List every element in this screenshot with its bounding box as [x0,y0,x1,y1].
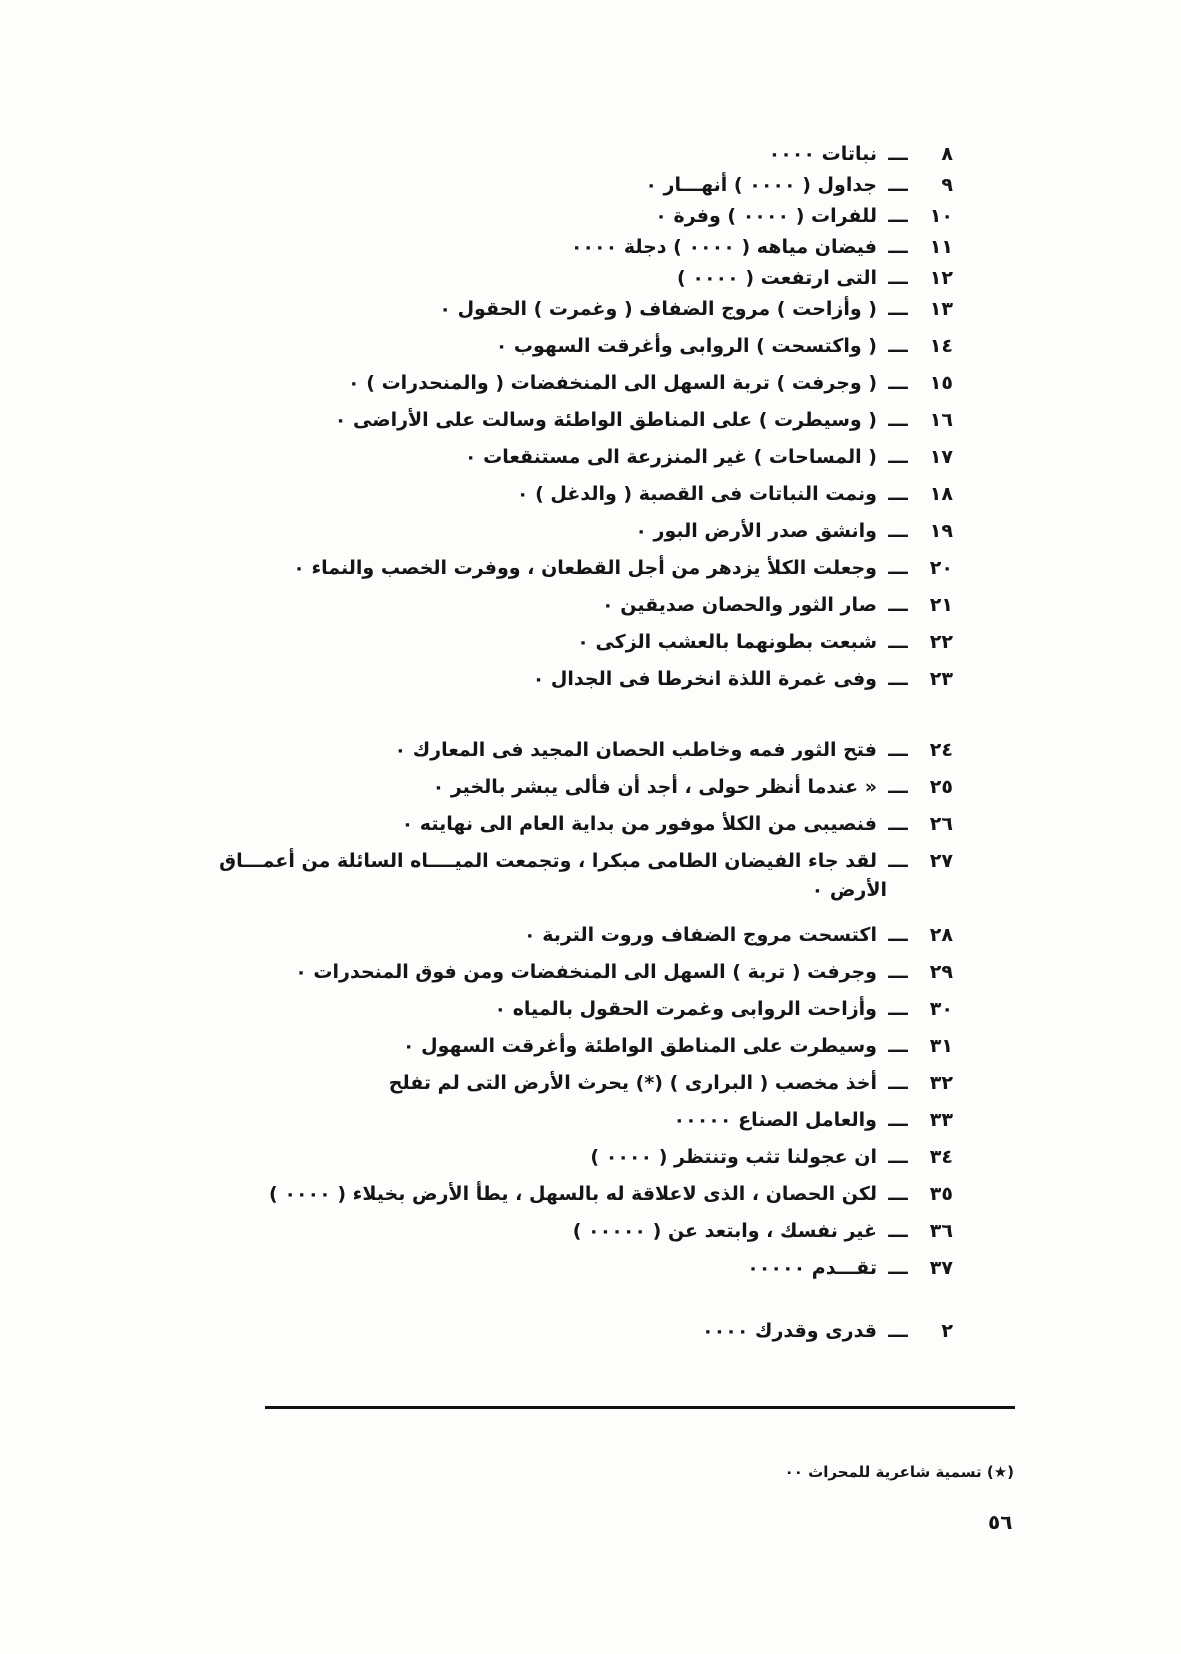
dash: ـــ [888,483,908,505]
line-text: نباتات ٠٠٠٠ [768,143,877,165]
verse-line-17 [465,444,953,470]
verse-line-15 [348,370,953,396]
line-number: ٢٨ [929,924,953,946]
line-number: ٢٤ [929,739,953,761]
line-text: لقد جاء الفيضان الطامى مبكرا ، وتجمعت الميــــاه السائلة من أعمـــاق [219,850,877,872]
verse-line-10 [655,203,953,229]
verse-line-32 [389,1070,953,1096]
dash: ـــ [888,1035,908,1057]
line-number: ١٦ [929,409,953,431]
verse-line-18 [517,481,953,507]
dash: ـــ [888,1109,908,1131]
dash: ـــ [888,267,908,289]
dash: ـــ [888,961,908,983]
line-number: ٣٦ [929,1220,953,1242]
verse-line-27-continuation: الأرض ٠ [811,879,887,901]
line-text: وانشق صدر الأرض البور ٠ [635,520,877,542]
dash: ـــ [888,1220,908,1242]
line-number: ٢٩ [929,961,953,983]
line-number: ٢٥ [929,776,953,798]
line-number: ٩ [941,174,953,196]
verse-line-2 [702,1318,953,1344]
verse-line-27 [219,848,953,874]
line-text: غير نفسك ، وابتعد عن ( ٠٠٠٠٠ ) [572,1220,877,1242]
line-text: وأزاحت الروابى وغمرت الحقول بالمياه ٠ [494,998,877,1020]
line-number: ٢١ [929,594,953,616]
line-text: أخذ مخصب ( البرارى ) (*) يحرث الأرض التى لم تفلح [388,1072,877,1094]
line-number: ٢ [941,1320,953,1342]
dash: ـــ [888,594,908,616]
verse-line-37 [747,1255,953,1281]
line-number: ٣٤ [929,1146,953,1168]
footnote-divider [265,1406,1015,1409]
dash: ـــ [888,631,908,653]
line-number: ١٥ [929,372,953,394]
verse-line-34 [590,1144,953,1170]
line-text: وجعلت الكلأ يزدهر من أجل القطعان ، ووفرت الخصب والنماء ٠ [293,557,877,579]
line-text: وفى غمرة اللذة انخرطا فى الجدال ٠ [532,668,877,690]
dash: ـــ [888,1320,908,1342]
line-text: وسيطرت على المناطق الواطئة وأغرقت السهول ٠ [402,1035,877,1057]
verse-line-26 [402,811,953,837]
line-text: ( وسيطرت ) على المناطق الواطئة وسالت على الأراضى ٠ [334,409,877,431]
dash: ـــ [888,174,908,196]
line-number: ٣١ [929,1035,953,1057]
dash: ـــ [888,668,908,690]
verse-line-33 [674,1107,954,1133]
verse-line-23 [533,666,953,692]
line-number: ٢٦ [929,813,953,835]
dash: ـــ [888,1146,908,1168]
line-number: ٣٣ [929,1109,953,1131]
dash: ـــ [888,143,908,165]
line-number: ١٧ [929,446,953,468]
line-text: ( المساحات ) غير المنزرعة الى مستنقعات ٠ [464,446,877,468]
verse-line-20 [293,555,953,581]
dash: ـــ [888,557,908,579]
verse-line-25 [433,774,953,800]
line-number: ٣٧ [929,1257,953,1279]
line-number: ١٨ [929,483,953,505]
verse-line-31 [403,1033,953,1059]
line-text: ان عجولنا تثب وتنتظر ( ٠٠٠٠ ) [590,1146,877,1168]
verse-line-8 [769,141,953,167]
dash: ـــ [888,409,908,431]
line-number: ٢٣ [929,668,953,690]
dash: ـــ [888,739,908,761]
verse-line-35 [269,1181,953,1207]
dash: ـــ [888,372,908,394]
line-text: والعامل الصناع ٠٠٠٠٠ [673,1109,877,1131]
page-number: ٥٦ [988,1510,1013,1534]
line-text: « عندما أنظر حولى ، أجد أن فألى يبشر بالخير ٠ [432,776,877,798]
line-text: قدرى وقدرك ٠٠٠٠ [702,1320,877,1342]
dash: ـــ [888,298,908,320]
line-number: ١٣ [929,298,953,320]
verse-line-22 [577,629,953,655]
dash: ـــ [888,335,908,357]
verse-line-12 [677,265,953,291]
line-text: للفرات ( ٠٠٠٠ ) وفرة ٠ [655,205,877,227]
verse-line-16 [335,407,953,433]
line-text: وجرفت ( تربة ) السهل الى المنخفضات ومن فوق المنحدرات ٠ [295,961,877,983]
verse-line-30 [494,996,953,1022]
line-number: ٨ [941,143,953,165]
verse-line-11 [571,234,953,260]
line-text: ( وجرفت ) تربة السهل الى المنخفضات ( والمنحدرات ) ٠ [348,372,877,394]
verse-line-14 [496,333,953,359]
line-number: ١٢ [929,267,953,289]
line-number: ١٩ [929,520,953,542]
line-number: ١٤ [929,335,953,357]
dash: ـــ [888,1072,908,1094]
verse-line-36 [573,1218,953,1244]
line-number: ٢٢ [929,631,953,653]
verse-line-13 [439,296,953,322]
dash: ـــ [888,850,908,872]
verse-line-21 [602,592,953,618]
dash: ـــ [888,776,908,798]
line-number: ٢٠ [929,557,953,579]
line-number: ٣٢ [929,1072,953,1094]
line-number: ٣٠ [929,998,953,1020]
line-text: صار الثور والحصان صديقين ٠ [602,594,877,616]
line-number: ٢٧ [929,850,953,872]
line-text: شبعت بطونهما بالعشب الزكى ٠ [577,631,877,653]
line-text: ونمت النباتات فى القصبة ( والدغل ) ٠ [516,483,877,505]
dash: ـــ [888,1257,908,1279]
line-text: جداول ( ٠٠٠٠ ) أنهـــار ٠ [645,174,877,196]
line-number: ١١ [929,236,953,258]
dash: ـــ [888,520,908,542]
verse-line-9 [645,172,953,198]
dash: ـــ [888,205,908,227]
verse-line-19 [635,518,953,544]
verse-line-29 [295,959,953,985]
line-text: ( واكتسحت ) الروابى وأغرقت السهوب ٠ [495,335,877,357]
dash: ـــ [888,813,908,835]
line-text: اكتسحت مروج الضفاف وروت التربة ٠ [523,924,877,946]
footnote: (★) تسمية شاعرية للمحراث ٠٠ [784,1463,1014,1481]
verse-line-28 [524,922,953,948]
dash: ـــ [888,1183,908,1205]
dash: ـــ [888,924,908,946]
line-text: فيضان مياهه ( ٠٠٠٠ ) دجلة ٠٠٠٠ [570,236,877,258]
line-text: فنصيبى من الكلأ موفور من بداية العام الى نهايته ٠ [401,813,877,835]
line-text: فتح الثور فمه وخاطب الحصان المجيد فى المعارك ٠ [394,739,877,761]
verse-line-24 [395,737,954,763]
dash: ـــ [888,446,908,468]
line-number: ١٠ [929,205,953,227]
dash: ـــ [888,236,908,258]
line-number: ٣٥ [929,1183,953,1205]
line-text: تقـــدم ٠٠٠٠٠ [747,1257,877,1279]
line-text: التى ارتفعت ( ٠٠٠٠ ) [677,267,877,289]
dash: ـــ [888,998,908,1020]
line-text: ( وأزاحت ) مروج الضفاف ( وغمرت ) الحقول ٠ [439,298,877,320]
line-text: لكن الحصان ، الذى لاعلاقة له بالسهل ، يطأ الأرض بخيلاء ( ٠٠٠٠ ) [269,1183,877,1205]
